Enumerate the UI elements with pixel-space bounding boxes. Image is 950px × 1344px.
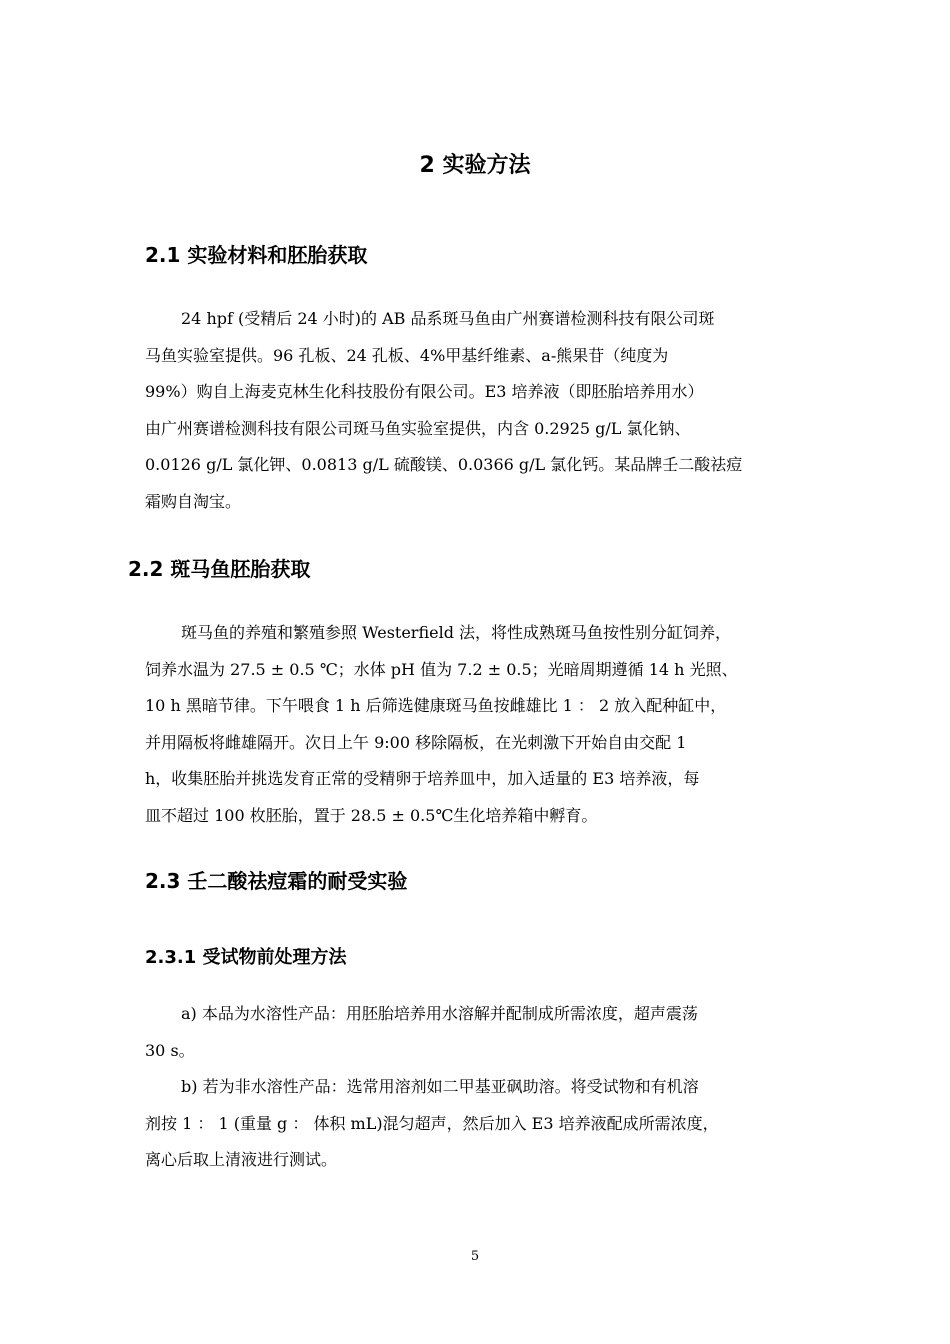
chapter-title: 2 实验方法 <box>419 153 531 178</box>
paragraph-non-water-soluble <box>145 1069 719 1179</box>
text-line: 饲养水温为 27.5 ± 0.5 ℃；水体 pH 值为 7.2 ± 0.5；光暗周期遵循 14 h 光照、 <box>145 659 738 679</box>
paragraph-water-soluble <box>145 996 698 1069</box>
text-line: 霜购自淘宝。 <box>145 491 242 511</box>
section-heading-2-2: 2.2 斑马鱼胚胎获取 <box>128 557 311 581</box>
text-line: 由广州赛谱检测科技有限公司斑马鱼实验室提供，内含 0.2925 g/L 氯化钠、 <box>145 418 691 438</box>
paragraph-materials <box>145 301 742 520</box>
text-line: b) 若为非水溶性产品：选常用溶剂如二甲基亚砜助溶。将受试物和有机溶 <box>181 1077 699 1096</box>
section-heading-2-3: 2.3 壬二酸祛痘霜的耐受实验 <box>145 869 408 893</box>
text-line: 0.0126 g/L 氯化钾、0.0813 g/L 硫酸镁、0.0366 g/L 氯化钙。某品牌壬二酸祛痘 <box>145 455 743 474</box>
text-line: 剂按 1 ： 1 (重量 g ： 体积 mL)混匀超声，然后加入 E3 培养液配成所需浓度， <box>145 1113 719 1133</box>
page-number: 5 <box>470 1249 480 1264</box>
text-line: 99%）购自上海麦克林生化科技股份有限公司。E3 培养液（即胚胎培养用水） <box>145 382 704 401</box>
section-heading-2-1: 2.1 实验材料和胚胎获取 <box>145 243 368 267</box>
text-line: 24 hpf (受精后 24 小时)的 AB 品系斑马鱼由广州赛谱检测科技有限公司斑 <box>181 309 715 328</box>
text-line: a) 本品为水溶性产品：用胚胎培养用水溶解并配制成所需浓度，超声震荡 <box>181 1004 698 1023</box>
text-line: 马鱼实验室提供。96 孔板、24 孔板、4%甲基纤维素、a-熊果苷（纯度为 <box>145 345 669 365</box>
text-line: 30 s。 <box>145 1040 195 1060</box>
text-line: h，收集胚胎并挑选发育正常的受精卵于培养皿中，加入适量的 E3 培养液，每 <box>145 769 700 788</box>
text-line: 皿不超过 100 枚胚胎，置于 28.5 ± 0.5℃生化培养箱中孵育。 <box>145 805 598 825</box>
text-line: 10 h 黑暗节律。下午喂食 1 h 后筛选健康斑马鱼按雌雄比 1 ： 2 放入配种缸中， <box>145 696 727 715</box>
subsection-heading-2-3-1: 2.3.1 受试物前处理方法 <box>145 947 347 968</box>
text-line: 离心后取上清液进行测试。 <box>145 1150 338 1169</box>
text-line: 斑马鱼的养殖和繁殖参照 Westerfield 法，将性成熟斑马鱼按性别分缸饲养， <box>181 623 732 642</box>
paragraph-embryo-collection <box>145 615 738 834</box>
text-line: 并用隔板将雌雄隔开。次日上午 9:00 移除隔板，在光刺激下开始自由交配 1 <box>145 732 687 752</box>
